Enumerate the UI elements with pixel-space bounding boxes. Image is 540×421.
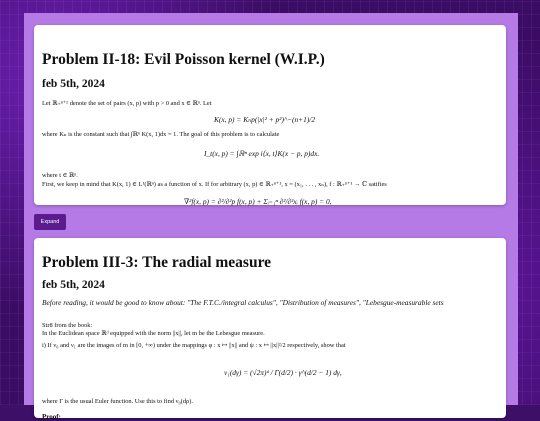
expand-button[interactable]: Expand: [34, 214, 66, 230]
content-panel: [24, 13, 518, 421]
post-title[interactable]: Problem III-3: The radial measure: [42, 254, 272, 271]
equation: ν₁(dγ) = (√2π)ᵈ / Γ(d/2) · γ^(d/2 − 1) dγ,: [224, 368, 342, 377]
post-text-line: where Kₙ is the constant such that ∫ℝⁿ K(x, 1)dx = 1. The goal of this problem is to calculate: [42, 131, 280, 138]
post-intro: Before reading, it would be good to know about: "The F.T.C./integral calculus", "Distribution of measures", "Lebesgue-measurable sets: [42, 298, 444, 307]
equation: K(x, p) = Kₙp(|x|² + p²)^−(n+1)/2: [214, 115, 316, 124]
post-text-line: i) If ν₀ and ν₁ are the images of m in [0, +∞) under the mappings φ : x ↦ ||x|| and ψ : x ↦ ||x||²/2 respectively, show that: [42, 342, 346, 349]
post-text-line: where Γ is the usual Euler function. Use this to find ν₀(dρ).: [42, 398, 193, 405]
equation: ∇²f(x, p) = ∂²/∂²p f(x, p) + Σᵢ₌₁ⁿ ∂²/∂²xᵢ f(x, p) = 0,: [184, 197, 332, 206]
equation: I_t(x, p) = ∫ℝⁿ exp i⟨x, t⟩K(x − p, p)dx.: [204, 149, 320, 158]
post-date: feb 5th, 2024: [42, 78, 105, 90]
proof-label: Proof:: [42, 413, 61, 421]
post-text-line: In the Euclidean space ℝᵈ equipped with the norm ||x||, let m be the Lebesgue measure.: [42, 330, 265, 337]
post-text-line: First, we keep in mind that K(x, 1) ∈ L¹(ℝⁿ) as a function of x. If for arbitrary (x, p) ∈ ℝ₊ⁿ⁺¹, x = (x₁, . . . , xₙ), f : ℝ₊ⁿ⁺¹ → ℂ satifies: [42, 181, 387, 188]
post-text-line: Str8 from the book:: [42, 322, 93, 329]
post-card-problem-ii-18: [34, 25, 506, 205]
post-title[interactable]: Problem II-18: Evil Poisson kernel (W.I.P.): [42, 51, 325, 68]
post-text-line: Let ℝ₊ⁿ⁺¹ denote the set of pairs (x, p) with p > 0 and x ∈ ℝⁿ. Let: [42, 100, 212, 107]
post-date: feb 5th, 2024: [42, 279, 105, 291]
post-card-problem-iii-3: [34, 238, 506, 421]
post-text-line: where t ∈ ℝⁿ.: [42, 172, 78, 179]
